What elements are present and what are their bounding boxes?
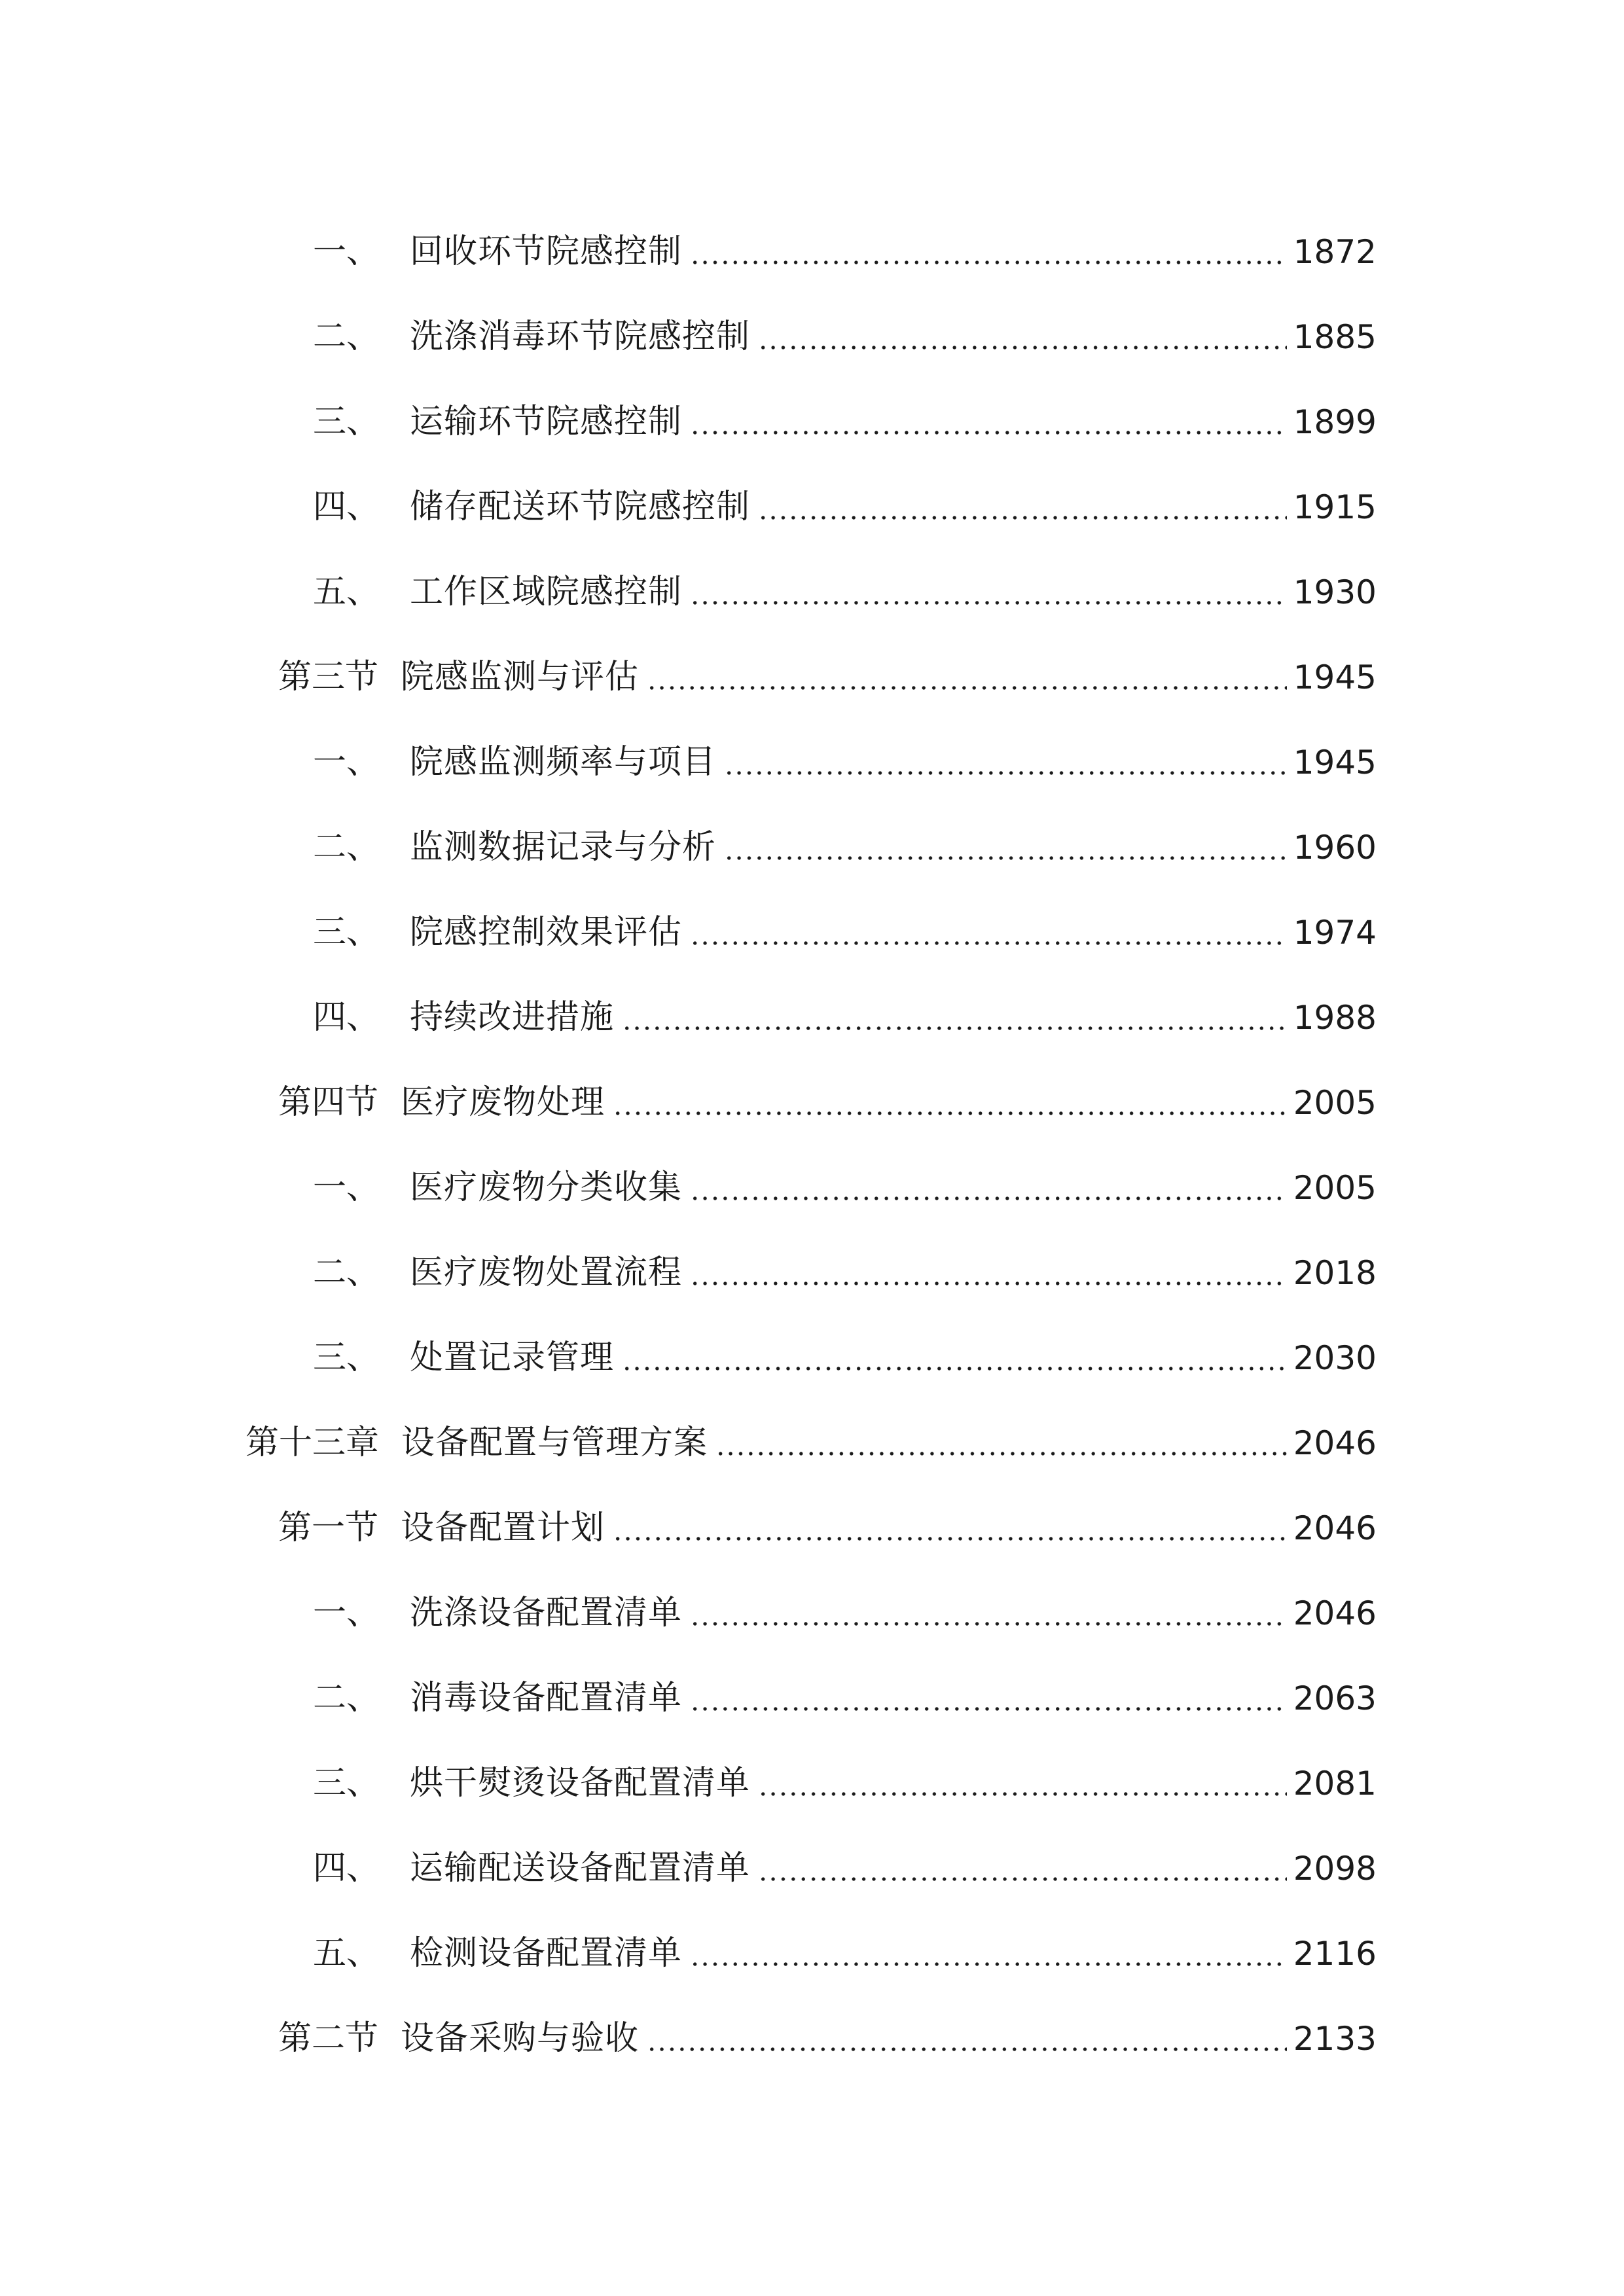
toc-entry[interactable] <box>313 1656 1377 1715</box>
toc-entry-section[interactable] <box>278 1996 1377 2058</box>
toc-entry[interactable] <box>313 380 1377 439</box>
toc-entry-page: 1872 <box>1293 233 1377 271</box>
toc-entry-title: 设备采购与验收 <box>401 2019 640 2058</box>
toc-dot-leader <box>690 235 1287 268</box>
toc-entry-chapter[interactable] <box>245 1401 1377 1460</box>
toc-entry-number: 三、 <box>313 403 380 441</box>
toc-entry-number: 一、 <box>313 743 380 781</box>
toc-entry-page: 2005 <box>1293 1169 1377 1207</box>
toc-entry[interactable] <box>313 1741 1377 1803</box>
toc-entry-page: 2081 <box>1293 1765 1377 1803</box>
toc-dot-leader <box>613 1086 1287 1119</box>
toc-entry-page: 2063 <box>1293 1679 1377 1717</box>
toc-entry-number: 三、 <box>313 1338 380 1377</box>
toc-entry-title: 烘干熨烫设备配置清单 <box>410 1764 751 1803</box>
toc-entry-title: 工作区域院感控制 <box>410 573 683 611</box>
toc-entry-number: 第四节 <box>278 1083 379 1122</box>
toc-entry-title: 医疗废物分类收集 <box>410 1168 683 1207</box>
toc-dot-leader <box>758 320 1287 353</box>
toc-entry-page: 2046 <box>1293 1509 1377 1547</box>
toc-dot-leader <box>715 1426 1287 1460</box>
toc-entry-title: 处置记录管理 <box>410 1338 615 1377</box>
toc-entry-page: 1974 <box>1293 914 1377 952</box>
toc-entry-title: 消毒设备配置清单 <box>410 1679 683 1717</box>
toc-dot-leader <box>613 1511 1287 1545</box>
toc-entry-number: 四、 <box>313 1849 380 1888</box>
toc-entry-section[interactable] <box>278 1060 1377 1122</box>
toc-entry-page: 1930 <box>1293 573 1377 611</box>
toc-entry-title: 监测数据记录与分析 <box>410 828 717 867</box>
toc-entry-number: 二、 <box>313 1253 380 1292</box>
toc-entry[interactable] <box>313 1316 1377 1377</box>
toc-entry-section[interactable] <box>278 1486 1377 1545</box>
toc-dot-leader <box>690 575 1287 609</box>
toc-dot-leader <box>690 1937 1287 1970</box>
toc-entry-title: 回收环节院感控制 <box>410 232 683 271</box>
toc-entry-number: 五、 <box>313 1934 380 1973</box>
toc-dot-leader <box>690 405 1287 439</box>
toc-entry-page: 1988 <box>1293 999 1377 1037</box>
toc-entry[interactable] <box>313 1571 1377 1630</box>
toc-entry-page: 2030 <box>1293 1339 1377 1377</box>
toc-entry-number: 第一节 <box>278 1509 379 1547</box>
toc-entry-title: 设备配置与管理方案 <box>401 1424 708 1462</box>
toc-entry-title: 设备配置计划 <box>401 1509 605 1547</box>
toc-entry-number: 四、 <box>313 998 380 1037</box>
toc-entry-page: 2116 <box>1293 1935 1377 1973</box>
toc-entry-number: 一、 <box>313 1168 380 1207</box>
toc-entry-title: 储存配送环节院感控制 <box>410 488 751 526</box>
toc-entry[interactable] <box>313 1826 1377 1888</box>
toc-entry-page: 2046 <box>1293 1594 1377 1632</box>
toc-entry-page: 2133 <box>1293 2020 1377 2058</box>
toc-dot-leader <box>690 1681 1287 1715</box>
toc-entry-title: 洗涤设备配置清单 <box>410 1594 683 1632</box>
toc-entry[interactable] <box>313 975 1377 1037</box>
toc-entry[interactable] <box>313 465 1377 524</box>
toc-entry-number: 二、 <box>313 1679 380 1717</box>
toc-entry-number: 二、 <box>313 317 380 356</box>
toc-entry-page: 2005 <box>1293 1084 1377 1122</box>
toc-dot-leader <box>690 1171 1287 1204</box>
toc-entry-title: 检测设备配置清单 <box>410 1934 683 1973</box>
toc-entry-page: 1899 <box>1293 403 1377 441</box>
toc-entry-number: 第二节 <box>278 2019 379 2058</box>
toc-dot-leader <box>690 1596 1287 1630</box>
toc-entry-page: 2098 <box>1293 1850 1377 1888</box>
toc-entry[interactable] <box>313 1911 1377 1973</box>
toc-entry-number: 一、 <box>313 1594 380 1632</box>
toc-entry-number: 四、 <box>313 488 380 526</box>
toc-entry-title: 院感监测与评估 <box>401 658 640 696</box>
toc-dot-leader <box>647 2022 1287 2055</box>
toc-dot-leader <box>647 660 1287 694</box>
toc-entry[interactable] <box>313 209 1377 271</box>
toc-dot-leader <box>758 1767 1287 1800</box>
toc-entry-title: 医疗废物处置流程 <box>410 1253 683 1292</box>
toc-entry-page: 1945 <box>1293 744 1377 781</box>
toc-entry-number: 三、 <box>313 1764 380 1803</box>
toc-entry[interactable] <box>313 890 1377 952</box>
toc-dot-leader <box>758 490 1287 524</box>
toc-entry-number: 五、 <box>313 573 380 611</box>
toc-entry-number: 一、 <box>313 232 380 271</box>
toc-entry-page: 1885 <box>1293 318 1377 356</box>
toc-entry-number: 第三节 <box>278 658 379 696</box>
toc-entry-title: 医疗废物处理 <box>401 1083 605 1122</box>
toc-entry-page: 2046 <box>1293 1424 1377 1462</box>
toc-entry-page: 2018 <box>1293 1254 1377 1292</box>
toc-entry[interactable] <box>313 805 1377 867</box>
toc-entry-number: 三、 <box>313 913 380 952</box>
toc-entry-title: 院感监测频率与项目 <box>410 743 717 781</box>
toc-entry-title: 院感控制效果评估 <box>410 913 683 952</box>
toc-dot-leader <box>724 745 1287 779</box>
toc-entry-title: 持续改进措施 <box>410 998 615 1037</box>
toc-entry-number: 二、 <box>313 828 380 867</box>
toc-entry-title: 运输环节院感控制 <box>410 403 683 441</box>
toc-entry-page: 1945 <box>1293 658 1377 696</box>
toc-dot-leader <box>690 1256 1287 1289</box>
toc-entry-section[interactable] <box>278 635 1377 694</box>
toc-entry[interactable] <box>313 295 1377 356</box>
toc-entry-number: 第十三章 <box>245 1424 380 1462</box>
toc-entry-title: 洗涤消毒环节院感控制 <box>410 317 751 356</box>
toc-dot-leader <box>758 1852 1287 1885</box>
toc-dot-leader <box>724 831 1287 864</box>
toc-dot-leader <box>690 916 1287 949</box>
toc-entry-title: 运输配送设备配置清单 <box>410 1849 751 1888</box>
toc-entry-page: 1960 <box>1293 829 1377 867</box>
toc-entry[interactable] <box>313 720 1377 779</box>
toc-entry[interactable] <box>313 1145 1377 1207</box>
toc-dot-leader <box>622 1001 1287 1034</box>
toc-entry-page: 1915 <box>1293 488 1377 526</box>
toc-entry[interactable] <box>313 1230 1377 1292</box>
toc-dot-leader <box>622 1341 1287 1374</box>
toc-entry[interactable] <box>313 550 1377 609</box>
